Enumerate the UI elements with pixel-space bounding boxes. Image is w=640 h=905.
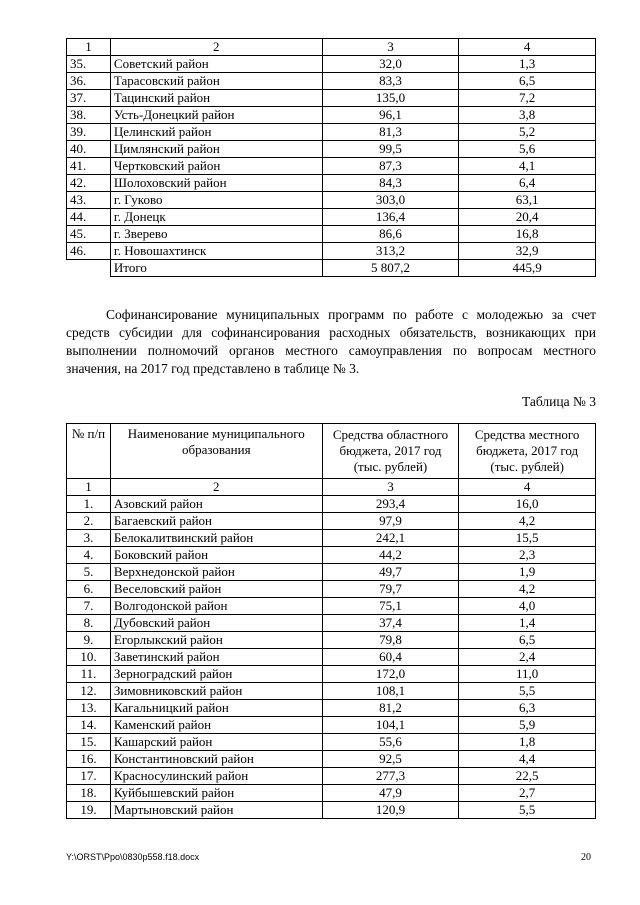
row-number: 43.: [67, 192, 111, 209]
regional-budget-value: 60,4: [322, 649, 459, 666]
regional-budget-value: 47,9: [322, 785, 459, 802]
table-row: [67, 90, 596, 107]
local-budget-value: 11,0: [459, 666, 596, 683]
col-number-1: 1: [67, 39, 111, 56]
table-row: [67, 496, 596, 513]
regional-budget-value: 44,2: [322, 547, 459, 564]
local-budget-value: 6,4: [459, 175, 596, 192]
col-number-4: 4: [459, 479, 596, 496]
local-budget-value: 2,7: [459, 785, 596, 802]
regional-budget-value: 87,3: [322, 158, 459, 175]
municipality-name: Красносулинский район: [110, 768, 322, 785]
municipality-name: Егорлыкский район: [110, 632, 322, 649]
local-budget-value: 4,0: [459, 598, 596, 615]
municipality-name: Багаевский район: [110, 513, 322, 530]
row-number: 16.: [67, 751, 111, 768]
table-row: [67, 209, 596, 226]
row-number: 44.: [67, 209, 111, 226]
table-3-body: [67, 424, 596, 819]
regional-budget-value: 277,3: [322, 768, 459, 785]
local-budget-value: 4,1: [459, 158, 596, 175]
regional-budget-value: 313,2: [322, 243, 459, 260]
col-number-2: 2: [110, 479, 322, 496]
municipality-name: Усть-Донецкий район: [110, 107, 322, 124]
table-row: [67, 683, 596, 700]
header-municipality: Наименование муниципального образования: [110, 424, 322, 479]
local-budget-value: 4,2: [459, 581, 596, 598]
row-number: 14.: [67, 717, 111, 734]
regional-budget-value: 79,8: [322, 632, 459, 649]
table-row: [67, 73, 596, 90]
regional-budget-value: 84,3: [322, 175, 459, 192]
total-local: 445,9: [459, 260, 596, 277]
municipality-name: Веселовский район: [110, 581, 322, 598]
municipality-name: Кагальницкий район: [110, 700, 322, 717]
local-budget-value: 32,9: [459, 243, 596, 260]
row-number: 17.: [67, 768, 111, 785]
municipality-name: Шолоховский район: [110, 175, 322, 192]
table-3: [66, 423, 596, 819]
regional-budget-value: 135,0: [322, 90, 459, 107]
local-budget-value: 6,3: [459, 700, 596, 717]
local-budget-value: 6,5: [459, 632, 596, 649]
table-row: [67, 649, 596, 666]
row-number: 46.: [67, 243, 111, 260]
local-budget-value: 1,8: [459, 734, 596, 751]
table-row: [67, 513, 596, 530]
table-row: [67, 751, 596, 768]
regional-budget-value: 97,9: [322, 513, 459, 530]
local-budget-value: 5,5: [459, 802, 596, 819]
row-number: 35.: [67, 56, 111, 73]
regional-budget-value: 32,0: [322, 56, 459, 73]
row-number: 10.: [67, 649, 111, 666]
row-number: 1.: [67, 496, 111, 513]
row-number: 13.: [67, 700, 111, 717]
header-number: № п/п: [67, 424, 111, 479]
row-number: 38.: [67, 107, 111, 124]
municipality-name: г. Новошахтинск: [110, 243, 322, 260]
table-row: [67, 243, 596, 260]
local-budget-value: 1,4: [459, 615, 596, 632]
row-number: 19.: [67, 802, 111, 819]
total-row: [67, 260, 596, 277]
table-row: [67, 768, 596, 785]
municipality-name: Боковский район: [110, 547, 322, 564]
table-row: [67, 598, 596, 615]
table-row: [67, 226, 596, 243]
row-number: 8.: [67, 615, 111, 632]
local-budget-value: 15,5: [459, 530, 596, 547]
regional-budget-value: 86,6: [322, 226, 459, 243]
table-row: [67, 141, 596, 158]
row-number: 2.: [67, 513, 111, 530]
local-budget-value: 6,5: [459, 73, 596, 90]
table-row: [67, 547, 596, 564]
municipality-name: Тарасовский район: [110, 73, 322, 90]
municipality-name: Белокалитвинский район: [110, 530, 322, 547]
municipality-name: Верхнедонской район: [110, 564, 322, 581]
table-caption: Таблица № 3: [522, 394, 596, 409]
local-budget-value: 63,1: [459, 192, 596, 209]
municipality-name: Цимлянский район: [110, 141, 322, 158]
regional-budget-value: 104,1: [322, 717, 459, 734]
row-number: 39.: [67, 124, 111, 141]
row-number: 12.: [67, 683, 111, 700]
local-budget-value: 5,9: [459, 717, 596, 734]
local-budget-value: 5,6: [459, 141, 596, 158]
regional-budget-value: 99,5: [322, 141, 459, 158]
table-row: [67, 107, 596, 124]
municipality-name: Зерноградский район: [110, 666, 322, 683]
regional-budget-value: 108,1: [322, 683, 459, 700]
local-budget-value: 16,8: [459, 226, 596, 243]
municipality-name: Куйбышевский район: [110, 785, 322, 802]
total-label: Итого: [110, 260, 322, 277]
table-3-header-numbers: [67, 479, 596, 496]
regional-budget-value: 83,3: [322, 73, 459, 90]
local-budget-value: 2,4: [459, 649, 596, 666]
table-row: [67, 158, 596, 175]
municipality-name: Дубовский район: [110, 615, 322, 632]
col-number-4: 4: [459, 39, 596, 56]
row-number: 3.: [67, 530, 111, 547]
municipality-name: Азовский район: [110, 496, 322, 513]
header-regional-budget: Средства областного бюджета, 2017 год (тыс. рублей): [322, 424, 459, 479]
regional-budget-value: 172,0: [322, 666, 459, 683]
row-number: 36.: [67, 73, 111, 90]
municipality-name: Кашарский район: [110, 734, 322, 751]
col-number-2: 2: [110, 39, 322, 56]
regional-budget-value: 242,1: [322, 530, 459, 547]
table-row: [67, 581, 596, 598]
row-number: 45.: [67, 226, 111, 243]
municipality-name: Каменский район: [110, 717, 322, 734]
table-row: [67, 802, 596, 819]
regional-budget-value: 293,4: [322, 496, 459, 513]
regional-budget-value: 136,4: [322, 209, 459, 226]
col-number-3: 3: [322, 39, 459, 56]
row-number: 11.: [67, 666, 111, 683]
body-paragraph: Софинансирование муниципальных программ по работе с молодежью за счет средств субсидии для софинансирования расходных обязательств, возникающих при выполнении полномочий органов местного самоуправления по вопросам местного значения, на 2017 год представлено в таблице № 3.: [66, 307, 596, 376]
local-budget-value: 7,2: [459, 90, 596, 107]
regional-budget-value: 75,1: [322, 598, 459, 615]
table-row: [67, 530, 596, 547]
local-budget-value: 22,5: [459, 768, 596, 785]
table-row: [67, 124, 596, 141]
regional-budget-value: 79,7: [322, 581, 459, 598]
table-row: [67, 632, 596, 649]
row-number: 7.: [67, 598, 111, 615]
row-number: 40.: [67, 141, 111, 158]
municipality-name: Целинский район: [110, 124, 322, 141]
local-budget-value: 16,0: [459, 496, 596, 513]
row-number: 15.: [67, 734, 111, 751]
municipality-name: Советский район: [110, 56, 322, 73]
col-number-1: 1: [67, 479, 111, 496]
local-budget-value: 1,3: [459, 56, 596, 73]
table-row: [67, 192, 596, 209]
municipality-name: г. Гуково: [110, 192, 322, 209]
municipality-name: Константиновский район: [110, 751, 322, 768]
regional-budget-value: 81,3: [322, 124, 459, 141]
local-budget-value: 1,9: [459, 564, 596, 581]
regional-budget-value: 49,7: [322, 564, 459, 581]
regional-budget-value: 96,1: [322, 107, 459, 124]
total-regional: 5 807,2: [322, 260, 459, 277]
regional-budget-value: 92,5: [322, 751, 459, 768]
local-budget-value: 20,4: [459, 209, 596, 226]
municipality-name: г. Донецк: [110, 209, 322, 226]
municipality-name: г. Зверево: [110, 226, 322, 243]
local-budget-value: 5,2: [459, 124, 596, 141]
row-number: 6.: [67, 581, 111, 598]
regional-budget-value: 55,6: [322, 734, 459, 751]
municipality-name: Чертковский район: [110, 158, 322, 175]
page-number: 20: [581, 852, 591, 863]
row-number: 5.: [67, 564, 111, 581]
table-header-numbers: [67, 39, 596, 56]
row-number: 41.: [67, 158, 111, 175]
regional-budget-value: 303,0: [322, 192, 459, 209]
regional-budget-value: 120,9: [322, 802, 459, 819]
row-number: 9.: [67, 632, 111, 649]
municipality-name: Зимовниковский район: [110, 683, 322, 700]
table-row: [67, 564, 596, 581]
regional-budget-value: 81,2: [322, 700, 459, 717]
local-budget-value: 5,5: [459, 683, 596, 700]
table-row: [67, 56, 596, 73]
col-number-3: 3: [322, 479, 459, 496]
table-row: [67, 666, 596, 683]
local-budget-value: 3,8: [459, 107, 596, 124]
table-row: [67, 717, 596, 734]
local-budget-value: 4,4: [459, 751, 596, 768]
table-row: [67, 615, 596, 632]
footer-file-path: Y:\ORST\Ppo\0830p558.f18.docx: [66, 852, 200, 862]
table-3-header: [67, 424, 596, 479]
table-row: [67, 734, 596, 751]
empty-cell: [67, 260, 111, 277]
table-row: [67, 175, 596, 192]
regional-budget-value: 37,4: [322, 615, 459, 632]
local-budget-value: 2,3: [459, 547, 596, 564]
row-number: 42.: [67, 175, 111, 192]
row-number: 37.: [67, 90, 111, 107]
header-local-budget: Средства местного бюджета, 2017 год (тыс. рублей): [459, 424, 596, 479]
table-row: [67, 700, 596, 717]
row-number: 4.: [67, 547, 111, 564]
table-continuation: [66, 38, 596, 277]
table-row: [67, 785, 596, 802]
municipality-name: Заветинский район: [110, 649, 322, 666]
municipality-name: Тацинский район: [110, 90, 322, 107]
municipality-name: Мартыновский район: [110, 802, 322, 819]
table-continuation-body: [67, 39, 596, 277]
municipality-name: Волгодонской район: [110, 598, 322, 615]
local-budget-value: 4,2: [459, 513, 596, 530]
row-number: 18.: [67, 785, 111, 802]
